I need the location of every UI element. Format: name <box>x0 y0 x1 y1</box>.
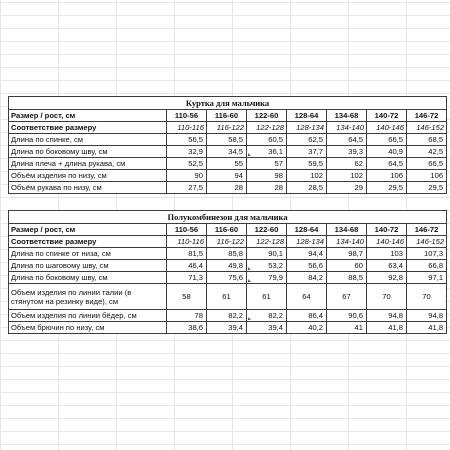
cell-value: 60 <box>327 260 367 272</box>
cell-value: 60,5 <box>247 134 287 146</box>
jacket-title: Куртка для мальчика <box>9 97 447 110</box>
size-header: 110-56 <box>167 224 207 236</box>
cell-value: 94 <box>207 170 247 182</box>
cell-value: 62,5 <box>287 134 327 146</box>
cell-value: 55 <box>207 158 247 170</box>
cell-value: 140-146 <box>367 236 407 248</box>
cell-value: 128-134 <box>287 236 327 248</box>
table-row <box>9 122 447 134</box>
cell-value: 116-122 <box>207 236 247 248</box>
cell-value: 98,7 <box>327 248 367 260</box>
row-label <box>9 284 167 310</box>
table-row <box>9 310 447 322</box>
size-header: 140-72 <box>367 224 407 236</box>
size-header: 122-60 <box>247 224 287 236</box>
cell-value: 67 <box>327 284 367 310</box>
cell-value: 94,8 <box>367 310 407 322</box>
jacket-header-row <box>9 110 447 122</box>
cell-value: 38,6 <box>167 322 207 334</box>
cell-value: 57 <box>247 158 287 170</box>
cell-value: 78 <box>167 310 207 322</box>
cell-value: 29 <box>327 182 367 194</box>
cell-value: 58,5 <box>207 134 247 146</box>
size-header: 140-72 <box>367 110 407 122</box>
cell-value: 39,4 <box>207 322 247 334</box>
cell-value: 28,5 <box>287 182 327 194</box>
row-label: Длина по спинке от низа, см <box>9 248 167 260</box>
cell-value: 59,5 <box>287 158 327 170</box>
cell-value: 62 <box>327 158 367 170</box>
cell-value: 146-152 <box>407 122 447 134</box>
table-row <box>9 182 447 194</box>
row-label-line1: Объем изделия по линии талии (в <box>11 287 132 297</box>
cell-value: 39,3 <box>327 146 367 158</box>
overalls-header-row <box>9 224 447 236</box>
cell-value: 56,6 <box>287 260 327 272</box>
cell-value: 41 <box>327 322 367 334</box>
table-row <box>9 134 447 146</box>
cell-value: 28 <box>207 182 247 194</box>
cell-value: 52,5 <box>167 158 207 170</box>
cell-value: 56,5 <box>167 134 207 146</box>
size-header-label: Размер / рост, см <box>9 224 167 236</box>
size-header: 116-60 <box>207 110 247 122</box>
cell-value: 39,4 <box>247 322 287 334</box>
size-header: 128-64 <box>287 110 327 122</box>
cell-value: 64,5 <box>327 134 367 146</box>
cell-value: 102 <box>287 170 327 182</box>
cell-value: 90,6 <box>327 310 367 322</box>
cell-value: 68,5 <box>407 134 447 146</box>
cell-value: 64,5 <box>367 158 407 170</box>
row-label: Соответствие размеру <box>9 236 167 248</box>
size-header: 116-60 <box>207 224 247 236</box>
overalls-title: Полукомбинезон для мальчика <box>9 211 447 224</box>
cell-value: 66,5 <box>367 134 407 146</box>
cell-value: 70 <box>367 284 407 310</box>
row-label: Объем брючин по низу, см <box>9 322 167 334</box>
cell-value: 41,8 <box>367 322 407 334</box>
cell-value: 63,4 <box>367 260 407 272</box>
cell-value: 34,5 <box>207 146 247 158</box>
cell-value: 88,5 <box>327 272 367 284</box>
cell-value: 90,1 <box>247 248 287 260</box>
cell-value: 40,9 <box>367 146 407 158</box>
cell-value: 66,8 <box>407 260 447 272</box>
cell-value: 40,2 <box>287 322 327 334</box>
cell-value: 94,4 <box>287 248 327 260</box>
cell-value: 94,8 <box>407 310 447 322</box>
row-label: Длина по шаговому шву, см <box>9 260 167 272</box>
cell-value: 134-140 <box>327 122 367 134</box>
cell-value: 110-116 <box>167 236 207 248</box>
cell-value: 29,5 <box>407 182 447 194</box>
table-row <box>9 170 447 182</box>
cell-value: 36,1 <box>247 146 287 158</box>
cell-value: 53,2 <box>247 260 287 272</box>
cell-value: 37,7 <box>287 146 327 158</box>
row-label: Длина по боковому шву, см <box>9 146 167 158</box>
overalls-table <box>8 210 446 334</box>
row-label: Объём рукава по низу, см <box>9 182 167 194</box>
cell-value: 29,5 <box>367 182 407 194</box>
cell-value: 110-116 <box>167 122 207 134</box>
cell-value: 97,1 <box>407 272 447 284</box>
jacket-table <box>8 96 446 194</box>
cell-value: 75,6 <box>207 272 247 284</box>
table-row <box>9 158 447 170</box>
cell-value: 128-134 <box>287 122 327 134</box>
table-row <box>9 260 447 272</box>
size-header-label: Размер / рост, см <box>9 110 167 122</box>
size-header: 134-68 <box>327 110 367 122</box>
cell-value: 61 <box>247 284 287 310</box>
table-row <box>9 248 447 260</box>
cell-value: 90 <box>167 170 207 182</box>
cell-value: 49,8 <box>207 260 247 272</box>
size-header: 146-72 <box>407 110 447 122</box>
cell-value: 70 <box>407 284 447 310</box>
cell-value: 98 <box>247 170 287 182</box>
row-label: Длина плеча + длина рукава, см <box>9 158 167 170</box>
cell-value: 32,9 <box>167 146 207 158</box>
cell-value: 42,5 <box>407 146 447 158</box>
cell-value: 103 <box>367 248 407 260</box>
cell-value: 79,9 <box>247 272 287 284</box>
row-label: Объём изделия по низу, см <box>9 170 167 182</box>
cell-value: 106 <box>367 170 407 182</box>
cell-value: 28 <box>247 182 287 194</box>
cell-value: 107,3 <box>407 248 447 260</box>
cell-value: 61 <box>207 284 247 310</box>
cell-value: 92,8 <box>367 272 407 284</box>
cell-value: 140-146 <box>367 122 407 134</box>
cell-value: 58 <box>167 284 207 310</box>
row-label: Длина по спинке, см <box>9 134 167 146</box>
cell-value: 27,5 <box>167 182 207 194</box>
cell-value: 85,8 <box>207 248 247 260</box>
size-header: 134-68 <box>327 224 367 236</box>
row-label-line2: стянутом на резинку виде), см <box>11 296 119 306</box>
size-header: 122-60 <box>247 110 287 122</box>
cell-value: 64 <box>287 284 327 310</box>
table-row <box>9 146 447 158</box>
cell-value: 81,5 <box>167 248 207 260</box>
cell-value: 82,2 <box>247 310 287 322</box>
cell-value: 146-152 <box>407 236 447 248</box>
cell-value: 71,3 <box>167 272 207 284</box>
cell-value: 102 <box>327 170 367 182</box>
row-label: Объем изделия по линии бёдер, см <box>9 310 167 322</box>
size-header: 128-64 <box>287 224 327 236</box>
cell-value: 46,4 <box>167 260 207 272</box>
table-row <box>9 236 447 248</box>
table-row <box>9 322 447 334</box>
cell-value: 41,8 <box>407 322 447 334</box>
table-row <box>9 272 447 284</box>
table-row <box>9 284 447 310</box>
cell-value: 106 <box>407 170 447 182</box>
cell-value: 134-140 <box>327 236 367 248</box>
size-header: 110-56 <box>167 110 207 122</box>
cell-value: 122-128 <box>247 236 287 248</box>
row-label: Длина по боковому шву, см <box>9 272 167 284</box>
row-label: Соответствие размеру <box>9 122 167 134</box>
cell-value: 84,2 <box>287 272 327 284</box>
cell-value: 66,5 <box>407 158 447 170</box>
cell-value: 86,4 <box>287 310 327 322</box>
cell-value: 116-122 <box>207 122 247 134</box>
cell-value: 82,2 <box>207 310 247 322</box>
cell-value: 122-128 <box>247 122 287 134</box>
size-header: 146-72 <box>407 224 447 236</box>
